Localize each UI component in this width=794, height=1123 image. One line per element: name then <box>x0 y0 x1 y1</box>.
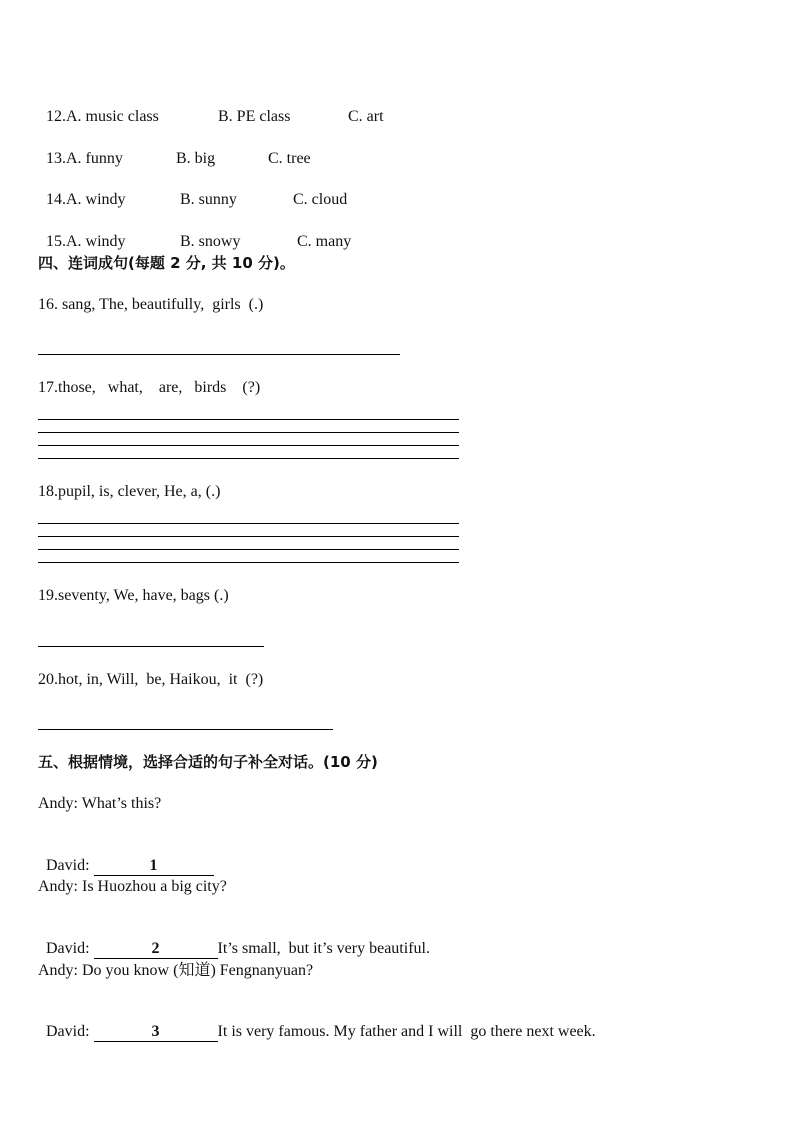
option-a: A. funny <box>66 150 123 167</box>
option-c: C. tree <box>268 150 311 167</box>
option-c: C. cloud <box>293 191 348 208</box>
answer-line-17c[interactable] <box>38 445 459 446</box>
dialogue-line-andy-3: Andy: Do you know (知道) Fengnanyuan? <box>38 962 314 979</box>
section-five-heading: 五、根据情境，选择合适的句子补全对话。(10 分) <box>38 753 378 771</box>
speaker-label: David: <box>46 1023 90 1040</box>
dialogue-line-david-3 <box>38 1002 596 1042</box>
answer-blank-3[interactable]: 3 <box>94 1023 218 1042</box>
question-20: 20.hot, in, Will, be, Haikou, it (?) <box>38 671 264 688</box>
answer-line-20[interactable] <box>38 729 333 730</box>
answer-line-18a[interactable] <box>38 523 459 524</box>
option-c: C. art <box>348 108 384 125</box>
question-18: 18.pupil, is, clever, He, a, (.) <box>38 483 221 500</box>
question-number: 15. <box>46 233 66 250</box>
question-number: 14. <box>46 191 66 208</box>
question-14 <box>38 170 347 210</box>
answer-line-16[interactable] <box>38 354 400 355</box>
answer-line-17a[interactable] <box>38 419 459 420</box>
answer-line-19[interactable] <box>38 646 264 647</box>
answer-line-17b[interactable] <box>38 432 459 433</box>
question-17: 17.those, what, are, birds (?) <box>38 379 261 396</box>
answer-blank-2[interactable]: 2 <box>94 940 218 959</box>
question-16: 16. sang, The, beautifully, girls (.) <box>38 296 264 313</box>
option-b: B. sunny <box>180 191 237 208</box>
dialogue-line-andy-1: Andy: What’s this? <box>38 795 162 812</box>
dialogue-line-david-1 <box>38 836 214 876</box>
dialogue-line-david-2 <box>38 919 430 959</box>
option-a: A. windy <box>66 233 126 250</box>
answer-line-18d[interactable] <box>38 562 459 563</box>
question-15 <box>38 212 351 252</box>
speaker-label: David: <box>46 940 90 957</box>
question-13 <box>38 129 311 169</box>
option-b: B. big <box>176 150 216 167</box>
answer-blank-1[interactable]: 1 <box>94 857 214 876</box>
answer-line-17d[interactable] <box>38 458 459 459</box>
question-12 <box>38 87 384 127</box>
answer-line-18b[interactable] <box>38 536 459 537</box>
question-19: 19.seventy, We, have, bags (.) <box>38 587 229 604</box>
speaker-label: David: <box>46 857 90 874</box>
option-b: B. PE class <box>218 108 291 125</box>
answer-line-18c[interactable] <box>38 549 459 550</box>
option-b: B. snowy <box>180 233 241 250</box>
dialogue-text: It’s small, but it’s very beautiful. <box>217 940 430 957</box>
option-c: C. many <box>297 233 352 250</box>
dialogue-text: It is very famous. My father and I will go there next week. <box>217 1023 596 1040</box>
dialogue-line-andy-2: Andy: Is Huozhou a big city? <box>38 878 227 895</box>
question-number: 12. <box>46 108 66 125</box>
section-four-heading: 四、连词成句(每题 2 分, 共 10 分)。 <box>38 254 295 272</box>
question-number: 13. <box>46 150 66 167</box>
option-a: A. windy <box>66 191 126 208</box>
option-a: A. music class <box>66 108 159 125</box>
